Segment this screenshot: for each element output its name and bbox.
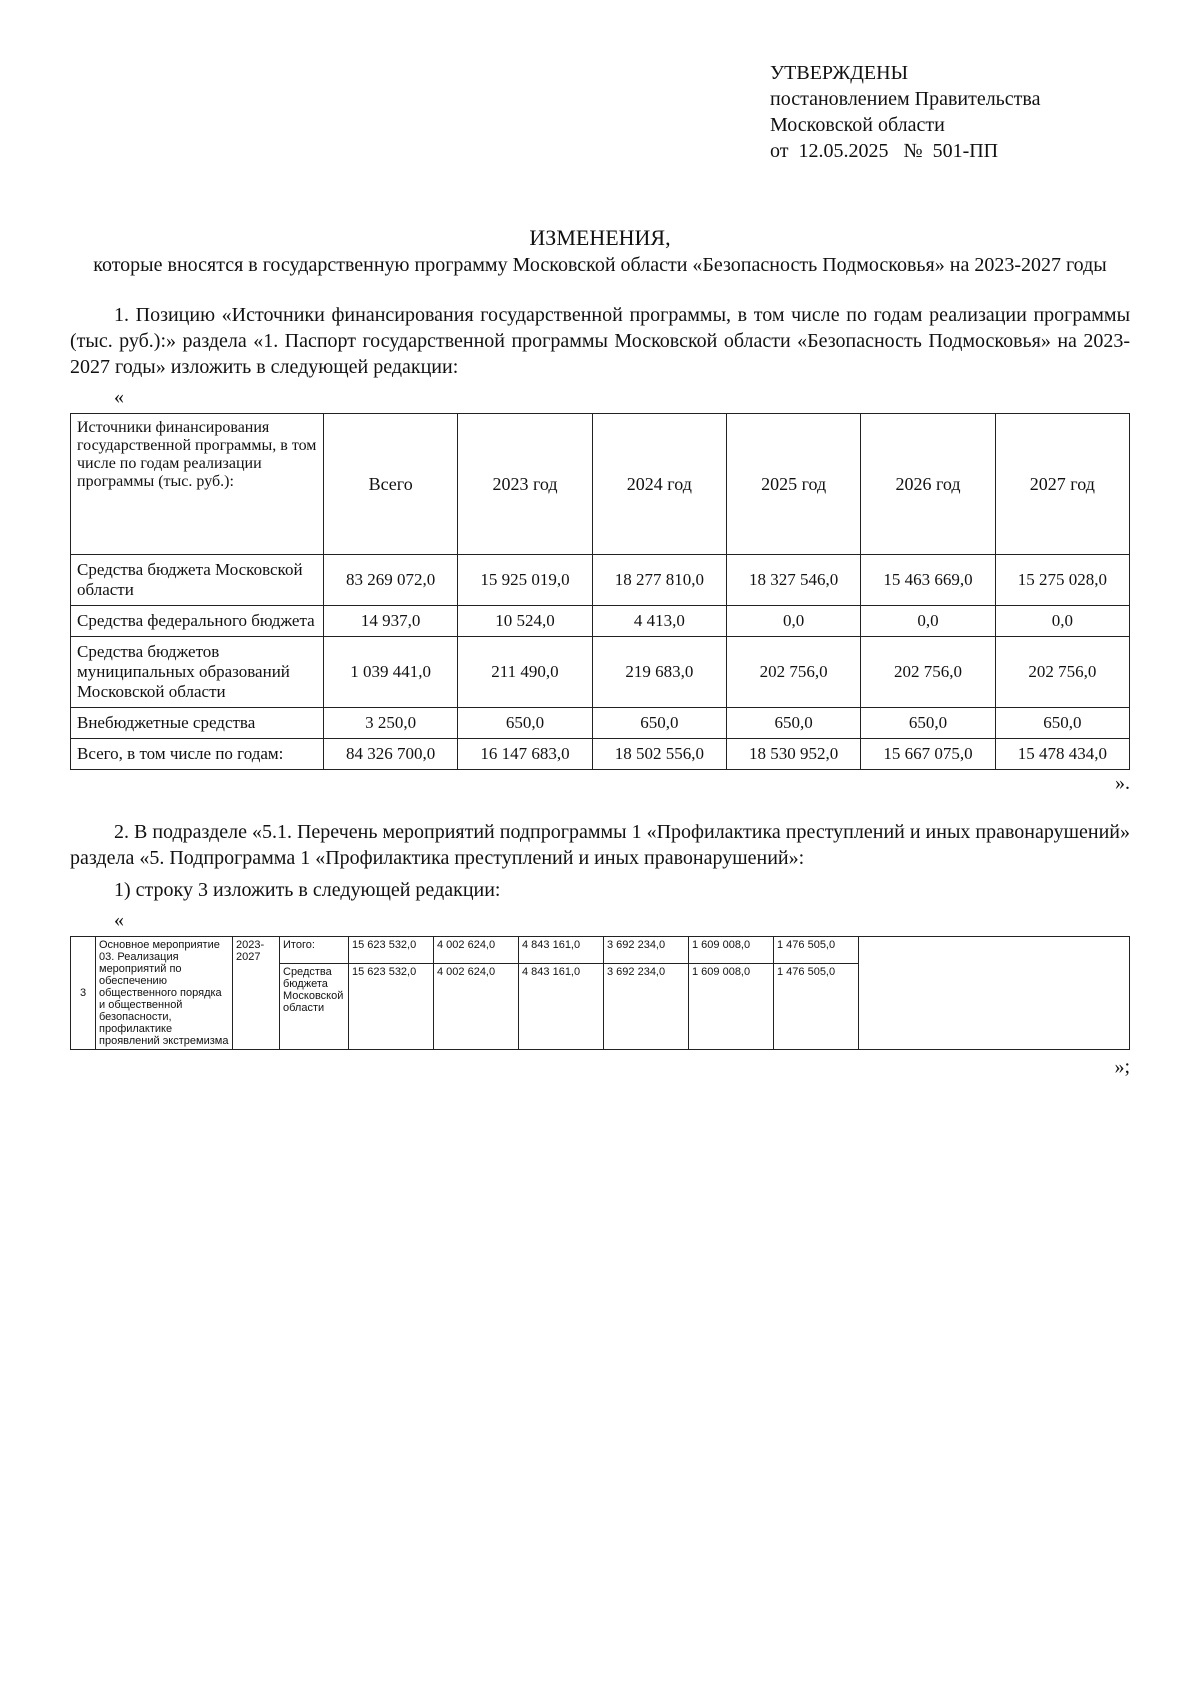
cell-value: 83 269 072,0: [324, 555, 458, 606]
financing-header-2023: 2023 год: [458, 414, 592, 555]
cell-value: 18 327 546,0: [726, 555, 860, 606]
cell-value: 14 937,0: [324, 606, 458, 637]
item-2-open-quote: «: [114, 909, 124, 931]
cell-value: 202 756,0: [995, 637, 1129, 708]
cell-value: 650,0: [592, 708, 726, 739]
approval-stamp: [770, 60, 1130, 164]
cell-value: 211 490,0: [458, 637, 592, 708]
cell-value: 1 039 441,0: [324, 637, 458, 708]
row-label: Средства бюджетов муниципальных образований Московской области: [71, 637, 324, 708]
document-title: ИЗМЕНЕНИЯ,: [529, 225, 671, 250]
cell-value: 16 147 683,0: [458, 739, 592, 770]
cell-value: 650,0: [995, 708, 1129, 739]
cell-value: 15 623 532,0: [349, 964, 434, 1050]
activity-table: [70, 936, 1130, 1050]
item-1-close-quote: ».: [1115, 772, 1130, 794]
cell-value: 4 002 624,0: [434, 937, 519, 964]
cell-value: 0,0: [726, 606, 860, 637]
activity-source: Средства бюджета Московской области: [280, 964, 349, 1050]
cell-value: 15 463 669,0: [861, 555, 995, 606]
cell-value: 1 609 008,0: [689, 937, 774, 964]
table-row: [71, 606, 1130, 637]
cell-value: 202 756,0: [726, 637, 860, 708]
item-1-open-quote: «: [114, 386, 124, 408]
approval-line-1: УТВЕРЖДЕНЫ: [770, 62, 909, 84]
cell-value: 4 843 161,0: [519, 937, 604, 964]
cell-value: 18 502 556,0: [592, 739, 726, 770]
item-1-text: 1. Позицию «Источники финансирования государственной программы, в том числе по годам реализации программы (тыс. руб.):» раздела «1. Паспорт государственной программы Московской области «Безопасность Подмосковья» на 2023-2027 годы» изложить в следующей редакции:: [70, 304, 1130, 378]
financing-header-sources: Источники финансирования государственной программы, в том числе по годам реализации программы (тыс. руб.):: [71, 414, 324, 555]
cell-value: 1 476 505,0: [774, 964, 859, 1050]
cell-value: 15 623 532,0: [349, 937, 434, 964]
cell-value: 650,0: [726, 708, 860, 739]
activity-row-number: 3: [71, 937, 96, 1050]
cell-value: 15 275 028,0: [995, 555, 1129, 606]
cell-value: 3 692 234,0: [604, 964, 689, 1050]
table-row: [71, 937, 1130, 964]
approval-number: 501-ПП: [932, 140, 999, 162]
approval-line-3: Московской области: [770, 114, 945, 136]
approval-date: 12.05.2025: [798, 140, 889, 162]
activity-main-event: Основное мероприятие 03. Реализация мероприятий по обеспечению общественного порядка и общественной безопасности, профилактике проявлений экстремизма: [96, 937, 233, 1050]
row-label: Средства федерального бюджета: [71, 606, 324, 637]
financing-header-2024: 2024 год: [592, 414, 726, 555]
document-subtitle: которые вносятся в государственную программу Московской области «Безопасность Подмосковья» на 2023-2027 годы: [93, 254, 1107, 276]
cell-value: 18 530 952,0: [726, 739, 860, 770]
cell-value: 650,0: [861, 708, 995, 739]
activity-blank-cell: [859, 937, 1130, 1050]
financing-header-total: Всего: [324, 414, 458, 555]
cell-value: 3 692 234,0: [604, 937, 689, 964]
cell-value: 4 413,0: [592, 606, 726, 637]
activity-years: 2023-2027: [233, 937, 280, 1050]
financing-header-2026: 2026 год: [861, 414, 995, 555]
approval-date-prefix: от: [770, 140, 789, 162]
cell-value: 15 925 019,0: [458, 555, 592, 606]
approval-line-2: постановлением Правительства: [770, 88, 1041, 110]
cell-value: 84 326 700,0: [324, 739, 458, 770]
cell-value: 0,0: [995, 606, 1129, 637]
table-row: [71, 555, 1130, 606]
cell-value: 202 756,0: [861, 637, 995, 708]
item-2-text: 2. В подразделе «5.1. Перечень мероприятий подпрограммы 1 «Профилактика преступлений и иных правонарушений» раздела «5. Подпрограмма 1 «Профилактика преступлений и иных правонарушений»:: [70, 821, 1130, 869]
financing-table-header: [71, 414, 1130, 555]
financing-header-2025: 2025 год: [726, 414, 860, 555]
cell-value: 4 843 161,0: [519, 964, 604, 1050]
cell-value: 0,0: [861, 606, 995, 637]
cell-value: 650,0: [458, 708, 592, 739]
financing-header-2027: 2027 год: [995, 414, 1129, 555]
table-row-total: [71, 739, 1130, 770]
cell-value: 3 250,0: [324, 708, 458, 739]
cell-value: 10 524,0: [458, 606, 592, 637]
activity-source: Итого:: [280, 937, 349, 964]
cell-value: 15 478 434,0: [995, 739, 1129, 770]
item-2-close-quote: »;: [1114, 1056, 1130, 1078]
cell-value: 1 609 008,0: [689, 964, 774, 1050]
financing-table: [70, 413, 1130, 770]
cell-value: 15 667 075,0: [861, 739, 995, 770]
row-label: Внебюджетные средства: [71, 708, 324, 739]
row-label: Средства бюджета Московской области: [71, 555, 324, 606]
approval-date-line: [770, 138, 1130, 164]
row-label: Всего, в том числе по годам:: [71, 739, 324, 770]
table-row: [71, 637, 1130, 708]
approval-number-sign: №: [903, 140, 923, 162]
item-2-subitem: 1) строку 3 изложить в следующей редакции:: [114, 879, 501, 901]
cell-value: 1 476 505,0: [774, 937, 859, 964]
cell-value: 4 002 624,0: [434, 964, 519, 1050]
table-row: [71, 708, 1130, 739]
cell-value: 219 683,0: [592, 637, 726, 708]
cell-value: 18 277 810,0: [592, 555, 726, 606]
